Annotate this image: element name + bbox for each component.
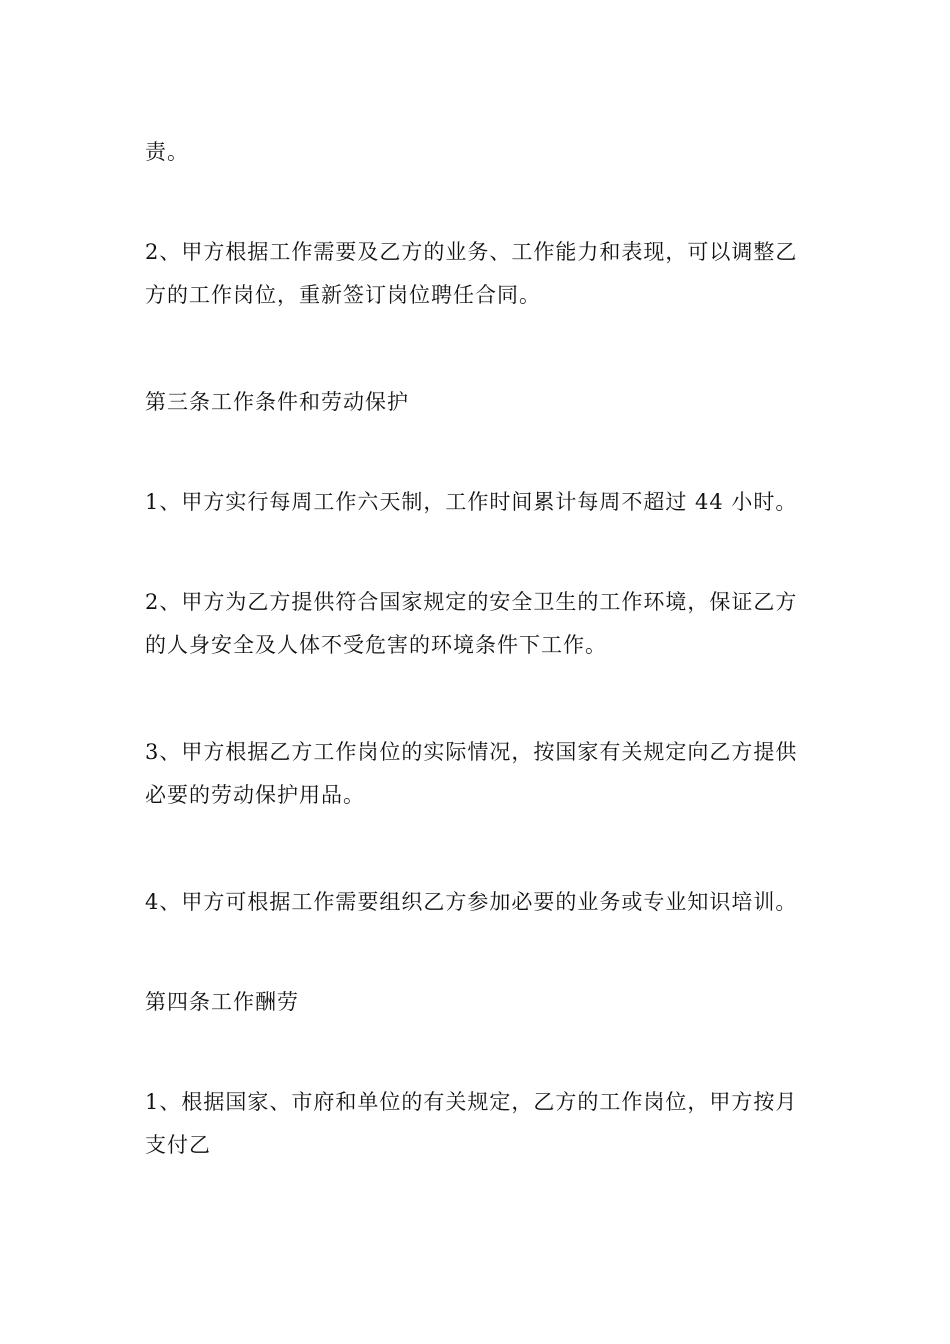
text-line: 4、甲方可根据工作需要组织乙方参加必要的业务或专业知识培训。	[145, 890, 798, 914]
text-line: 必要的劳动保护用品。	[145, 783, 365, 807]
text-line: 2、甲方根据工作需要及乙方的业务、工作能力和表现，可以调整乙	[145, 240, 798, 264]
text-line: 方的工作岗位，重新签订岗位聘任合同。	[145, 283, 541, 307]
paragraph-monthly-pay	[145, 1081, 815, 1167]
text-line: 第四条工作酬劳	[145, 990, 299, 1014]
paragraph-responsibility-end	[145, 131, 815, 174]
text-line: 支付乙	[145, 1133, 211, 1157]
text-line: 责。	[145, 140, 189, 164]
text-line: 3、甲方根据乙方工作岗位的实际情况，按国家有关规定向乙方提供	[145, 740, 798, 764]
text-line: 第三条工作条件和劳动保护	[145, 390, 409, 414]
text-line: 的人身安全及人体不受危害的环境条件下工作。	[145, 633, 607, 657]
text-line: 1、根据国家、市府和单位的有关规定，乙方的工作岗位，甲方按月	[145, 1090, 798, 1114]
paragraph-safe-environment	[145, 581, 815, 667]
text-line: 1、甲方实行每周工作六天制，工作时间累计每周不超过 44 小时。	[145, 490, 798, 514]
paragraph-adjust-position	[145, 231, 815, 317]
paragraph-protective-equipment	[145, 731, 815, 817]
section-heading-article-4	[145, 981, 815, 1024]
text-line: 2、甲方为乙方提供符合国家规定的安全卫生的工作环境，保证乙方	[145, 590, 798, 614]
section-heading-article-3	[145, 381, 815, 424]
paragraph-work-week	[145, 481, 815, 524]
paragraph-training	[145, 881, 815, 924]
